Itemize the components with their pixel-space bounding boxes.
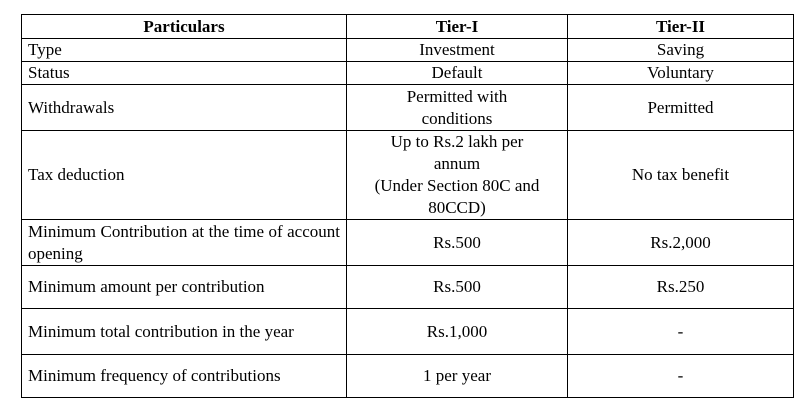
row-label-withdrawals: Withdrawals (22, 85, 347, 131)
nps-tier-comparison-table (21, 14, 794, 398)
row-label-tax-deduction: Tax deduction (22, 131, 347, 220)
tier2-withdrawals: Permitted (568, 85, 794, 131)
header-row (22, 15, 794, 39)
tier2-min-contribution-opening: Rs.2,000 (568, 220, 794, 266)
tier1-tax-line: Up to Rs.2 lakh per (390, 132, 524, 151)
tier2-min-frequency: - (568, 355, 794, 398)
table-row (22, 309, 794, 355)
tier2-min-amount-per-contribution: Rs.250 (568, 266, 794, 309)
tier1-tax-deduction (347, 131, 568, 220)
tier2-status: Voluntary (568, 62, 794, 85)
tier1-tax-line: (Under Section 80C and (374, 176, 540, 195)
row-label-min-frequency: Minimum frequency of contributions (22, 355, 347, 398)
row-label-min-contribution-opening: Minimum Contribution at the time of account opening (22, 220, 347, 266)
table-row (22, 131, 794, 220)
row-label-status: Status (22, 62, 347, 85)
tier2-tax-deduction: No tax benefit (568, 131, 794, 220)
tier1-withdrawals (347, 85, 568, 131)
tier2-min-total-contribution: - (568, 309, 794, 355)
tier1-tax-line: 80CCD) (428, 198, 486, 217)
table-row (22, 62, 794, 85)
tier1-withdrawals-line: conditions (421, 108, 493, 128)
table-row (22, 39, 794, 62)
tier1-min-contribution-opening: Rs.500 (347, 220, 568, 266)
header-particulars: Particulars (22, 15, 347, 39)
tier1-status: Default (347, 62, 568, 85)
table-row (22, 220, 794, 266)
tier2-type: Saving (568, 39, 794, 62)
table-row (22, 266, 794, 309)
tier1-withdrawals-line: Permitted with (406, 86, 508, 106)
table-row (22, 355, 794, 398)
row-label-min-total-contribution: Minimum total contribution in the year (22, 309, 347, 355)
tier1-type: Investment (347, 39, 568, 62)
row-label-type: Type (22, 39, 347, 62)
table-row (22, 85, 794, 131)
tier1-tax-line: annum (433, 154, 481, 173)
tier1-min-frequency: 1 per year (347, 355, 568, 398)
row-label-min-amount-per-contribution: Minimum amount per contribution (22, 266, 347, 309)
header-tier-1: Tier-I (347, 15, 568, 39)
header-tier-2: Tier-II (568, 15, 794, 39)
tier1-min-total-contribution: Rs.1,000 (347, 309, 568, 355)
tier1-min-amount-per-contribution: Rs.500 (347, 266, 568, 309)
